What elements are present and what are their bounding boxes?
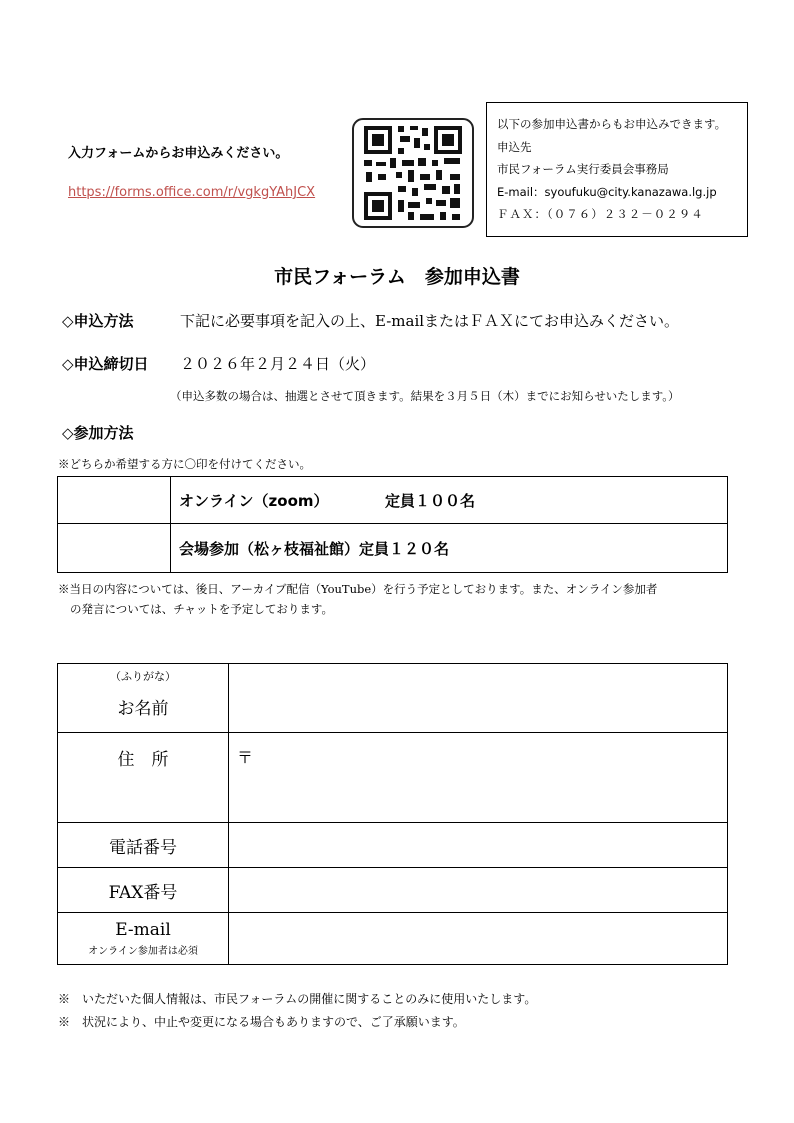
participation-options-table — [57, 476, 728, 573]
email-label: E-mail — [115, 920, 171, 940]
row-address — [58, 733, 728, 823]
phone-field[interactable] — [229, 823, 728, 868]
name-label-cell — [58, 664, 229, 733]
furigana-label: （ふりがな） — [110, 670, 176, 683]
contact-fax: ＦＡＸ：（０７６）２３２－０２９４ — [497, 207, 704, 221]
option-row-online — [58, 477, 728, 524]
deadline-note: （申込多数の場合は、抽選とさせて頂きます。結果を３月５日（木）までにお知らせいたします。） — [170, 389, 680, 403]
deadline-heading: ◇申込締切日 — [62, 355, 149, 373]
address-label-cell — [58, 733, 229, 823]
option-check-cell-venue[interactable] — [58, 524, 171, 573]
option-online-capacity: 定員１００名 — [385, 491, 476, 510]
option-venue-capacity: 定員１２０名 — [359, 539, 450, 558]
option-check-cell-online[interactable] — [58, 477, 171, 524]
row-name — [58, 664, 728, 733]
fax-label: FAX番号 — [58, 868, 229, 913]
participation-note-line2: の発言については、チャットを予定しております。 — [70, 602, 334, 616]
page-title: 市民フォーラム 参加申込書 — [274, 266, 520, 288]
footnote-privacy: ※ いただいた個人情報は、市民フォーラムの開催に関することのみに使用いたします。 — [58, 992, 537, 1006]
participation-note — [58, 579, 657, 619]
contact-office: 市民フォーラム実行委員会事務局 — [497, 162, 669, 176]
row-fax — [58, 868, 728, 913]
method-heading: ◇申込方法 — [62, 312, 134, 330]
phone-label: 電話番号 — [58, 823, 229, 868]
online-form-intro: 入力フォームからお申込みください。 — [68, 146, 289, 161]
postal-mark: 〒 — [237, 748, 254, 767]
contact-intro: 以下の参加申込書からもお申込みできます。 — [497, 117, 727, 131]
row-phone — [58, 823, 728, 868]
name-label: お名前 — [117, 699, 169, 719]
online-form-link[interactable]: https://forms.office.com/r/vgkgYAhJCX — [68, 185, 316, 200]
option-online-name: オンライン（zoom） — [179, 491, 329, 510]
footnote-cancellation: ※ 状況により、中止や変更になる場合もありますので、ご了承願います。 — [58, 1015, 465, 1029]
address-label: 住 所 — [117, 750, 169, 770]
application-form-table — [57, 663, 728, 965]
option-venue-name: 会場参加（松ヶ枝福祉館） — [179, 539, 360, 558]
participation-instruction: ※どちらか希望する方に〇印を付けてください。 — [58, 457, 311, 471]
deadline-date: ２０２６年２月２４日（火） — [180, 355, 376, 373]
qr-code-icon — [352, 118, 474, 228]
address-field[interactable] — [229, 733, 728, 823]
participation-note-line1: ※当日の内容については、後日、アーカイブ配信（YouTube）を行う予定としております。また、オンライン参加者 — [58, 582, 658, 596]
row-email — [58, 913, 728, 965]
fax-field[interactable] — [229, 868, 728, 913]
email-note: オンライン参加者は必須 — [88, 946, 198, 957]
contact-heading: 申込先 — [497, 139, 532, 154]
application-contact-box — [486, 102, 748, 237]
email-label-cell — [58, 913, 229, 965]
name-field[interactable] — [229, 664, 728, 733]
email-field[interactable] — [229, 913, 728, 965]
option-row-venue — [58, 524, 728, 573]
option-venue — [171, 524, 728, 573]
contact-email[interactable]: E-mail：syoufuku@city.kanazawa.lg.jp — [497, 184, 717, 199]
participation-heading: ◇参加方法 — [62, 424, 134, 442]
method-text: 下記に必要事項を記入の上、E-mailまたはＦＡＸにてお申込みください。 — [180, 312, 680, 330]
option-online — [171, 477, 728, 524]
